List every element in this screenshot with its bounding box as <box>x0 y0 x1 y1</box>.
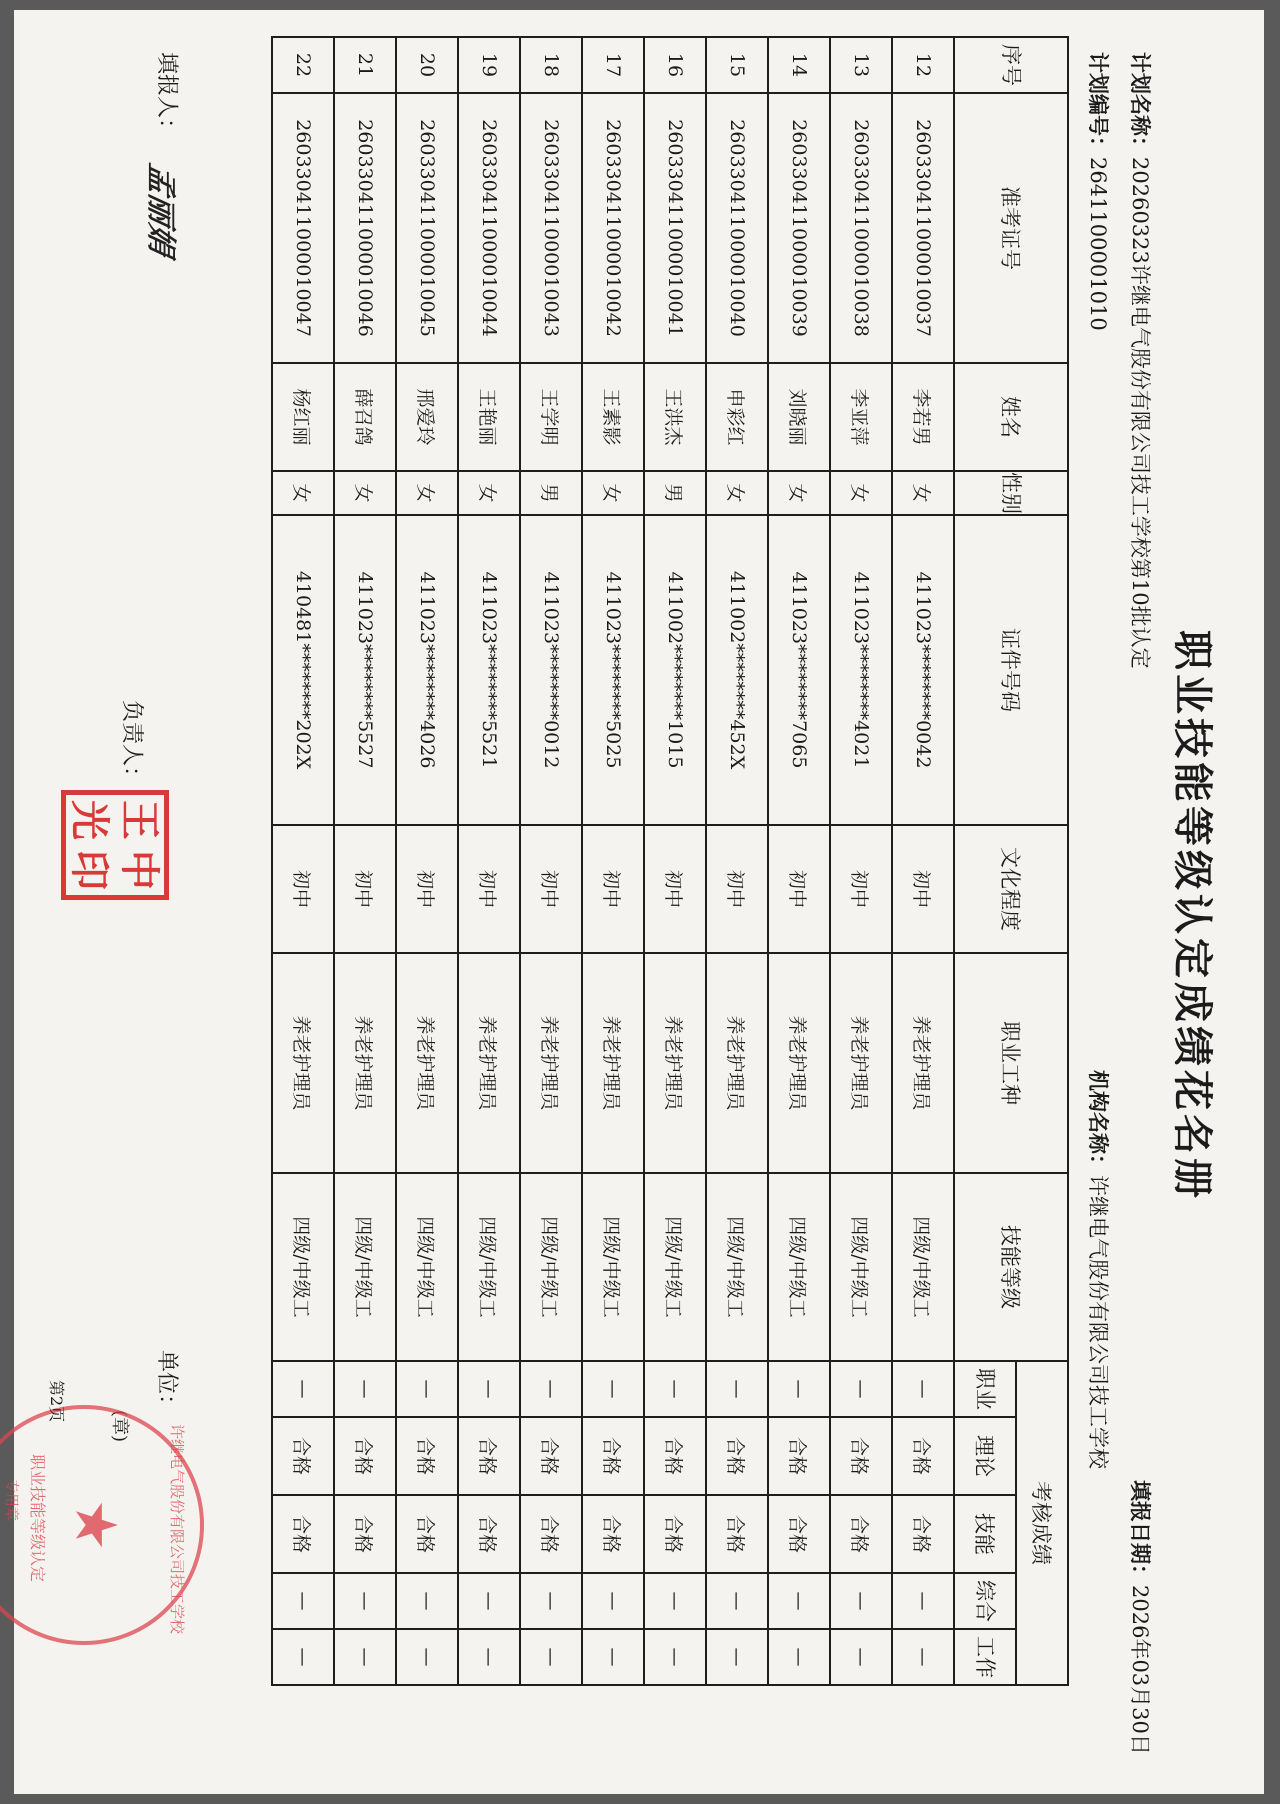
cell-id: 411002********452X <box>706 515 768 825</box>
cell-skill: 合格 <box>582 1495 644 1573</box>
cell-name: 申彩红 <box>706 363 768 471</box>
cell-seq: 21 <box>334 37 396 93</box>
cell-education: 初中 <box>768 825 830 953</box>
cell-comprehensive: — <box>458 1573 520 1629</box>
cell-seq: 12 <box>892 37 954 93</box>
cell-name: 王素影 <box>582 363 644 471</box>
header-work: 工作 <box>954 1629 1016 1685</box>
plan-no-value: 2641100001010 <box>1086 157 1110 331</box>
cell-occupation: 养老护理员 <box>334 953 396 1173</box>
cell-education: 初中 <box>892 825 954 953</box>
cell-work: — <box>706 1629 768 1685</box>
cell-ticket: 260330411000010042 <box>582 93 644 363</box>
cell-id: 411023********4026 <box>396 515 458 825</box>
cell-ticket: 260330411000010047 <box>272 93 334 363</box>
cell-professional: — <box>396 1361 458 1417</box>
cell-id: 411002********1015 <box>644 515 706 825</box>
cell-professional: — <box>582 1361 644 1417</box>
cell-seq: 15 <box>706 37 768 93</box>
cell-id: 411023********5521 <box>458 515 520 825</box>
cell-level: 四级/中级工 <box>706 1173 768 1361</box>
cell-skill: 合格 <box>334 1495 396 1573</box>
cell-work: — <box>644 1629 706 1685</box>
cell-level: 四级/中级工 <box>396 1173 458 1361</box>
cell-education: 初中 <box>706 825 768 953</box>
responsible <box>118 700 149 788</box>
header-seq: 序号 <box>954 37 1068 93</box>
cell-ticket: 260330411000010045 <box>396 93 458 363</box>
cell-gender: 女 <box>458 471 520 515</box>
cell-theory: 合格 <box>830 1417 892 1495</box>
cell-level: 四级/中级工 <box>644 1173 706 1361</box>
cell-gender: 男 <box>520 471 582 515</box>
cell-ticket: 260330411000010044 <box>458 93 520 363</box>
cell-education: 初中 <box>334 825 396 953</box>
header-occupation: 职业工种 <box>954 953 1068 1173</box>
seal-char: 王 <box>116 800 162 840</box>
header-gender: 性别 <box>954 471 1068 515</box>
cell-theory: 合格 <box>768 1417 830 1495</box>
plan-name-label: 计划名称： <box>1128 52 1153 157</box>
cell-skill: 合格 <box>520 1495 582 1573</box>
cell-skill: 合格 <box>892 1495 954 1573</box>
star-icon: ★ <box>62 1499 130 1551</box>
cell-ticket: 260330411000010041 <box>644 93 706 363</box>
table-row <box>458 37 520 1685</box>
cell-level: 四级/中级工 <box>830 1173 892 1361</box>
header-professional: 职业 <box>954 1361 1016 1417</box>
cell-level: 四级/中级工 <box>272 1173 334 1361</box>
cell-name: 邢爱玲 <box>396 363 458 471</box>
cell-seq: 14 <box>768 37 830 93</box>
table-row <box>396 37 458 1685</box>
cell-comprehensive: — <box>396 1573 458 1629</box>
cell-gender: 女 <box>706 471 768 515</box>
cell-occupation: 养老护理员 <box>458 953 520 1173</box>
cell-comprehensive: — <box>892 1573 954 1629</box>
table-row <box>892 37 954 1685</box>
cell-professional: — <box>706 1361 768 1417</box>
cell-level: 四级/中级工 <box>458 1173 520 1361</box>
cell-theory: 合格 <box>706 1417 768 1495</box>
cell-seq: 22 <box>272 37 334 93</box>
cell-seq: 20 <box>396 37 458 93</box>
cell-professional: — <box>768 1361 830 1417</box>
plan-no-label: 计划编号： <box>1086 52 1111 157</box>
cell-name: 薛召鸽 <box>334 363 396 471</box>
header-results: 考核成绩 <box>1016 1361 1068 1685</box>
cell-skill: 合格 <box>830 1495 892 1573</box>
cell-id: 411023********4021 <box>830 515 892 825</box>
official-seal <box>0 1405 204 1645</box>
seal-mid-text: 职业技能等级认定 <box>28 1454 47 1583</box>
header-education: 文化程度 <box>954 825 1068 953</box>
cell-work: — <box>768 1629 830 1685</box>
cell-professional: — <box>458 1361 520 1417</box>
cell-work: — <box>396 1629 458 1685</box>
cell-theory: 合格 <box>396 1417 458 1495</box>
page-title: 职业技能等级认定成绩花名册 <box>1169 630 1215 1202</box>
filler <box>153 52 184 140</box>
table-row <box>644 37 706 1685</box>
cell-work: — <box>830 1629 892 1685</box>
cell-professional: — <box>272 1361 334 1417</box>
header-ticket: 准考证号 <box>954 93 1068 363</box>
cell-ticket: 260330411000010039 <box>768 93 830 363</box>
cell-theory: 合格 <box>520 1417 582 1495</box>
cell-ticket: 260330411000010046 <box>334 93 396 363</box>
cell-professional: — <box>520 1361 582 1417</box>
results-table <box>271 36 1069 1686</box>
cell-id: 411023********5527 <box>334 515 396 825</box>
cell-comprehensive: — <box>334 1573 396 1629</box>
cell-occupation: 养老护理员 <box>396 953 458 1173</box>
org-name-label: 机构名称： <box>1086 1070 1111 1175</box>
header-name: 姓名 <box>954 363 1068 471</box>
seal-char: 中 <box>116 850 162 890</box>
document-page <box>3 10 1264 1794</box>
seal-bottom-text: 专用章 <box>3 1479 19 1521</box>
cell-comprehensive: — <box>768 1573 830 1629</box>
fill-date-label: 填报日期： <box>1128 1480 1153 1585</box>
cell-skill: 合格 <box>768 1495 830 1573</box>
header-level: 技能等级 <box>954 1173 1068 1361</box>
cell-professional: — <box>334 1361 396 1417</box>
cell-skill: 合格 <box>644 1495 706 1573</box>
cell-skill: 合格 <box>396 1495 458 1573</box>
table-row <box>272 37 334 1685</box>
cell-name: 李若男 <box>892 363 954 471</box>
cell-id: 411023********0012 <box>520 515 582 825</box>
cell-occupation: 养老护理员 <box>892 953 954 1173</box>
cell-gender: 女 <box>272 471 334 515</box>
cell-work: — <box>582 1629 644 1685</box>
cell-occupation: 养老护理员 <box>582 953 644 1173</box>
cell-gender: 女 <box>582 471 644 515</box>
cell-occupation: 养老护理员 <box>644 953 706 1173</box>
cell-occupation: 养老护理员 <box>768 953 830 1173</box>
cell-gender: 女 <box>830 471 892 515</box>
cell-professional: — <box>830 1361 892 1417</box>
filler-signature: 孟丽娟 <box>143 160 178 258</box>
responsible-label: 负责人： <box>119 700 144 789</box>
cell-work: — <box>458 1629 520 1685</box>
cell-professional: — <box>892 1361 954 1417</box>
cell-skill: 合格 <box>458 1495 520 1573</box>
cell-comprehensive: — <box>272 1573 334 1629</box>
cell-comprehensive: — <box>706 1573 768 1629</box>
cell-gender: 女 <box>334 471 396 515</box>
cell-theory: 合格 <box>272 1417 334 1495</box>
cell-theory: 合格 <box>582 1417 644 1495</box>
cell-theory: 合格 <box>334 1417 396 1495</box>
cell-education: 初中 <box>644 825 706 953</box>
cell-name: 李亚萍 <box>830 363 892 471</box>
cell-gender: 女 <box>768 471 830 515</box>
filler-label: 填报人： <box>154 52 179 141</box>
cell-occupation: 养老护理员 <box>520 953 582 1173</box>
cell-education: 初中 <box>272 825 334 953</box>
cell-name: 王洪杰 <box>644 363 706 471</box>
cell-id: 411023********5025 <box>582 515 644 825</box>
cell-id: 411023********0042 <box>892 515 954 825</box>
cell-work: — <box>892 1629 954 1685</box>
personal-seal <box>61 790 169 900</box>
cell-id: 411023********7065 <box>768 515 830 825</box>
plan-no <box>1084 52 1114 331</box>
table-row <box>334 37 396 1685</box>
cell-occupation: 养老护理员 <box>272 953 334 1173</box>
cell-gender: 女 <box>396 471 458 515</box>
cell-gender: 男 <box>644 471 706 515</box>
cell-comprehensive: — <box>582 1573 644 1629</box>
header-theory: 理论 <box>954 1417 1016 1495</box>
plan-name <box>1126 52 1156 669</box>
cell-seq: 13 <box>830 37 892 93</box>
cell-education: 初中 <box>582 825 644 953</box>
cell-id: 410481********202X <box>272 515 334 825</box>
cell-theory: 合格 <box>458 1417 520 1495</box>
cell-professional: — <box>644 1361 706 1417</box>
table-row <box>768 37 830 1685</box>
cell-occupation: 养老护理员 <box>706 953 768 1173</box>
header-id: 证件号码 <box>954 515 1068 825</box>
plan-name-value: 20260323许继电气股份有限公司技工学校第10批认定 <box>1128 157 1152 669</box>
header-comprehensive: 综合 <box>954 1573 1016 1629</box>
cell-ticket: 260330411000010043 <box>520 93 582 363</box>
unit-suffix: (章) <box>109 1410 130 1443</box>
cell-level: 四级/中级工 <box>582 1173 644 1361</box>
unit <box>153 1350 184 1416</box>
seal-top-text: 许继电气股份有限公司技工学校 <box>168 1424 186 1635</box>
unit-label: 单位： <box>154 1350 179 1417</box>
table-row <box>830 37 892 1685</box>
results-table-body <box>272 37 954 1685</box>
cell-name: 刘晓丽 <box>768 363 830 471</box>
cell-name: 王学明 <box>520 363 582 471</box>
table-row <box>706 37 768 1685</box>
cell-education: 初中 <box>458 825 520 953</box>
cell-level: 四级/中级工 <box>520 1173 582 1361</box>
cell-level: 四级/中级工 <box>892 1173 954 1361</box>
cell-occupation: 养老护理员 <box>830 953 892 1173</box>
page-number: 第2页 <box>47 1380 66 1423</box>
cell-theory: 合格 <box>644 1417 706 1495</box>
cell-work: — <box>334 1629 396 1685</box>
cell-education: 初中 <box>520 825 582 953</box>
seal-char: 印 <box>66 850 112 890</box>
cell-seq: 18 <box>520 37 582 93</box>
fill-date-value: 2026年03月30日 <box>1128 1585 1152 1755</box>
cell-ticket: 260330411000010040 <box>706 93 768 363</box>
cell-comprehensive: — <box>520 1573 582 1629</box>
cell-education: 初中 <box>396 825 458 953</box>
cell-level: 四级/中级工 <box>334 1173 396 1361</box>
cell-name: 杨红丽 <box>272 363 334 471</box>
cell-ticket: 260330411000010038 <box>830 93 892 363</box>
org-name <box>1084 1070 1114 1469</box>
seal-char: 光 <box>66 800 112 840</box>
header-skill: 技能 <box>954 1495 1016 1573</box>
cell-comprehensive: — <box>644 1573 706 1629</box>
table-row <box>582 37 644 1685</box>
cell-gender: 女 <box>892 471 954 515</box>
cell-seq: 16 <box>644 37 706 93</box>
fill-date <box>1126 1480 1156 1755</box>
cell-work: — <box>520 1629 582 1685</box>
cell-education: 初中 <box>830 825 892 953</box>
org-name-value: 许继电气股份有限公司技工学校 <box>1086 1175 1110 1469</box>
cell-level: 四级/中级工 <box>768 1173 830 1361</box>
table-row <box>520 37 582 1685</box>
cell-theory: 合格 <box>892 1417 954 1495</box>
cell-skill: 合格 <box>272 1495 334 1573</box>
cell-work: — <box>272 1629 334 1685</box>
cell-ticket: 260330411000010037 <box>892 93 954 363</box>
cell-comprehensive: — <box>830 1573 892 1629</box>
cell-seq: 19 <box>458 37 520 93</box>
cell-skill: 合格 <box>706 1495 768 1573</box>
cell-name: 王艳丽 <box>458 363 520 471</box>
rotated-content <box>3 10 1264 1794</box>
cell-seq: 17 <box>582 37 644 93</box>
